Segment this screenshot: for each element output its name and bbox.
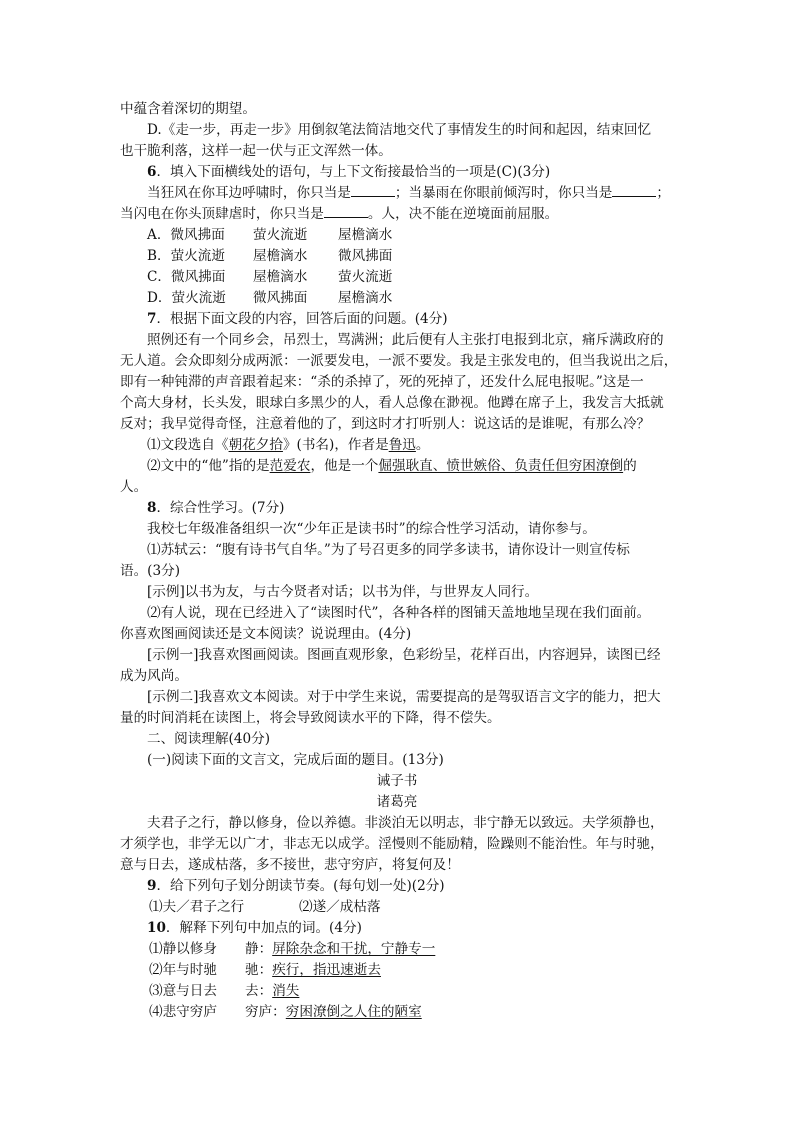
option-label: D．萤火流逝 [147, 290, 226, 306]
poem-line: 才须学也，非学无以广才，非志无以成学。淫慢则不能励精，险躁则不能治性。年与时驰， [120, 836, 664, 852]
option-part: 微风拂面 [338, 248, 393, 264]
fill-blank [351, 184, 395, 197]
option-part: 微风拂面 [253, 290, 308, 306]
phrase: ⑷悲守穷庐 [149, 1004, 217, 1020]
phrase: ⑵年与时驰 [149, 962, 217, 978]
example-answer: [示例二]我喜欢文本阅读。对于中学生来说，需要提高的是驾驭语言文字的能力，把大 [147, 689, 661, 705]
question-9-stem [147, 876, 445, 896]
question-number: 10 [147, 920, 166, 936]
option-label: B．萤火流逝 [147, 248, 225, 264]
passage-line: 个高大身材，长头发，眼球白多黑少的人，看人总像在渺视。他蹲在席子上，我发言大抵就 [120, 395, 664, 411]
question-text: ．解释下列句中加点的词。(4分) [165, 920, 362, 936]
fill-blank [612, 184, 656, 197]
text-segment: 。人，决不能在逆境面前屈服。 [367, 206, 559, 222]
option-label: A．微风拂面 [147, 227, 225, 243]
question-8-stem [147, 498, 284, 518]
subsection-heading: (一)阅读下面的文言文，完成后面的题目。(13分) [147, 752, 444, 768]
question-number: 6 [147, 164, 157, 180]
text-line: 人。 [120, 479, 148, 495]
definition-answer: 屏除杂念和干扰，宁静专一 [272, 941, 436, 957]
question-number: 7 [147, 311, 157, 327]
text-segment: 当闪电在你头顶肆虐时，你只当是 [120, 206, 324, 222]
option-part: 屋檐滴水 [253, 248, 308, 264]
text-line: D.《走一步，再走一步》用倒叙笔法简洁地交代了事情发生的时间和起因，结束回忆 [147, 122, 652, 138]
definition-answer: 穷困潦倒之人住的陋室 [285, 1004, 422, 1020]
text-segment: ，他是一个 [310, 458, 379, 474]
text-segment: ⑴文段选自《 [147, 437, 229, 453]
text-segment: ⑵文中的“他”指的是 [147, 458, 270, 474]
text-segment: 。 [415, 437, 430, 453]
passage-line: 照例还有一个同乡会，吊烈士，骂满洲；此后便有人主张打电报到北京，痛斥满政府的 [147, 332, 664, 348]
question-7-sub-1 [147, 435, 429, 455]
answer-rhythm: ⑵遂／成枯落 [299, 899, 381, 915]
example-answer: [示例]以书为友，与古今贤者对话；以书为伴，与世界友人同行。 [147, 584, 539, 600]
word: 穷庐： [245, 1004, 286, 1020]
poem-line: 夫君子之行，静以修身，俭以养德。非淡泊无以明志，非宁静无以致远。夫学须静也， [147, 815, 664, 831]
option-label: C．微风拂面 [147, 269, 226, 285]
definition-row [149, 960, 381, 980]
option-c [147, 267, 392, 287]
answer-description: 倔强耿直、愤世嫉俗、负责任但穷困潦倒 [378, 458, 624, 474]
text-segment: 的 [623, 458, 637, 474]
definition-row [149, 981, 299, 1001]
text-line: 语。(3分) [120, 563, 181, 579]
question-number: 8 [147, 500, 157, 516]
answer-name: 范爱农 [269, 458, 311, 474]
text-segment: 》(书名)，作者是 [282, 437, 389, 453]
text-line: ⑴苏轼云：“腹有诗书气自华。”为了号召更多的同学多读书，请你设计一则宣传标 [147, 542, 630, 558]
poem-author: 诸葛亮 [376, 794, 418, 810]
option-part: 屋檐滴水 [338, 290, 393, 306]
question-9-answers [149, 897, 381, 917]
definition-answer: 疾行，指迅速逝去 [272, 962, 381, 978]
option-part: 萤火流逝 [253, 227, 308, 243]
option-d [147, 288, 392, 308]
example-answer: [示例一]我喜欢图画阅读。图画直观形象，色彩纷呈，花样百出，内容迥异，读图已经 [147, 647, 661, 663]
question-6-passage-line [147, 183, 670, 203]
fill-blank [324, 205, 368, 218]
definition-row [149, 1002, 422, 1022]
phrase: ⑴静以修身 [149, 941, 217, 957]
question-6-stem [147, 162, 550, 182]
text-segment: ；当暴雨在你眼前倾泻时，你只当是 [394, 185, 613, 201]
question-text: ．填入下面横线处的语句，与上下文衔接最恰当的一项是(C)(3分) [156, 164, 551, 180]
text-line: 我校七年级准备组织一次“少年正是读书时”的综合性学习活动，请你参与。 [147, 521, 596, 537]
question-7-sub-2 [147, 456, 637, 476]
passage-line: 即有一种钝滞的声音跟着起来：“杀的杀掉了，死的死掉了，还发什么屁电报呢。”这是一 [120, 374, 644, 390]
passage-line: 无人道。会众即刻分成两派：一派要发电，一派不要发。我是主张发电的，但当我说出之后， [120, 353, 678, 369]
question-7-stem [147, 309, 448, 329]
word: 静： [245, 941, 273, 957]
option-a [147, 225, 392, 245]
poem-line: 意与日去，遂成枯落，多不接世，悲守穷庐，将复何及！ [120, 857, 460, 873]
passage-line: 反对；我早觉得奇怪，注意着他的了，到这时才打听别人：说这话的是谁呢，有那么冷？ [120, 416, 651, 432]
definition-answer: 消失 [272, 983, 300, 999]
option-part: 屋檐滴水 [338, 227, 393, 243]
answer-author: 鲁迅 [388, 437, 416, 453]
option-part: 屋檐滴水 [253, 269, 308, 285]
question-text: ．根据下面文段的内容，回答后面的问题。(4分) [156, 311, 448, 327]
text-line: 中蕴含着深切的期望。 [120, 101, 256, 117]
answer-rhythm: ⑴夫／君子之行 [149, 899, 245, 915]
text-line: 也干脆利落，这样一起一伏与正文浑然一体。 [120, 143, 392, 159]
question-6-passage-line [120, 204, 558, 224]
example-answer: 成为风尚。 [120, 668, 188, 684]
text-segment: 当狂风在你耳边呼啸时，你只当是 [147, 185, 351, 201]
answer-book-title: 朝花夕拾 [228, 437, 283, 453]
question-text: ．给下列句子划分朗读节奏。(每句划一处)(2分) [156, 878, 445, 894]
option-part: 萤火流逝 [338, 269, 393, 285]
question-text: ．综合性学习。(7分) [156, 500, 285, 516]
section-heading: 二、阅读理解(40分) [147, 731, 271, 747]
word: 去： [245, 983, 273, 999]
phrase: ⑶意与日去 [149, 983, 217, 999]
question-number: 9 [147, 878, 157, 894]
definition-row [149, 939, 435, 959]
text-line: 你喜欢图画阅读还是文本阅读？说说理由。(4分) [120, 626, 412, 642]
option-b [147, 246, 392, 266]
text-segment: ； [656, 185, 670, 201]
word: 驰： [245, 962, 273, 978]
text-line: ⑵有人说，现在已经进入了“读图时代”，各种各样的图铺天盖地地呈现在我们面前。 [147, 605, 651, 621]
poem-title: 诫子书 [376, 773, 418, 789]
question-10-stem [147, 918, 362, 938]
example-answer: 量的时间消耗在读图上，将会导致阅读水平的下降，得不偿失。 [120, 710, 501, 726]
